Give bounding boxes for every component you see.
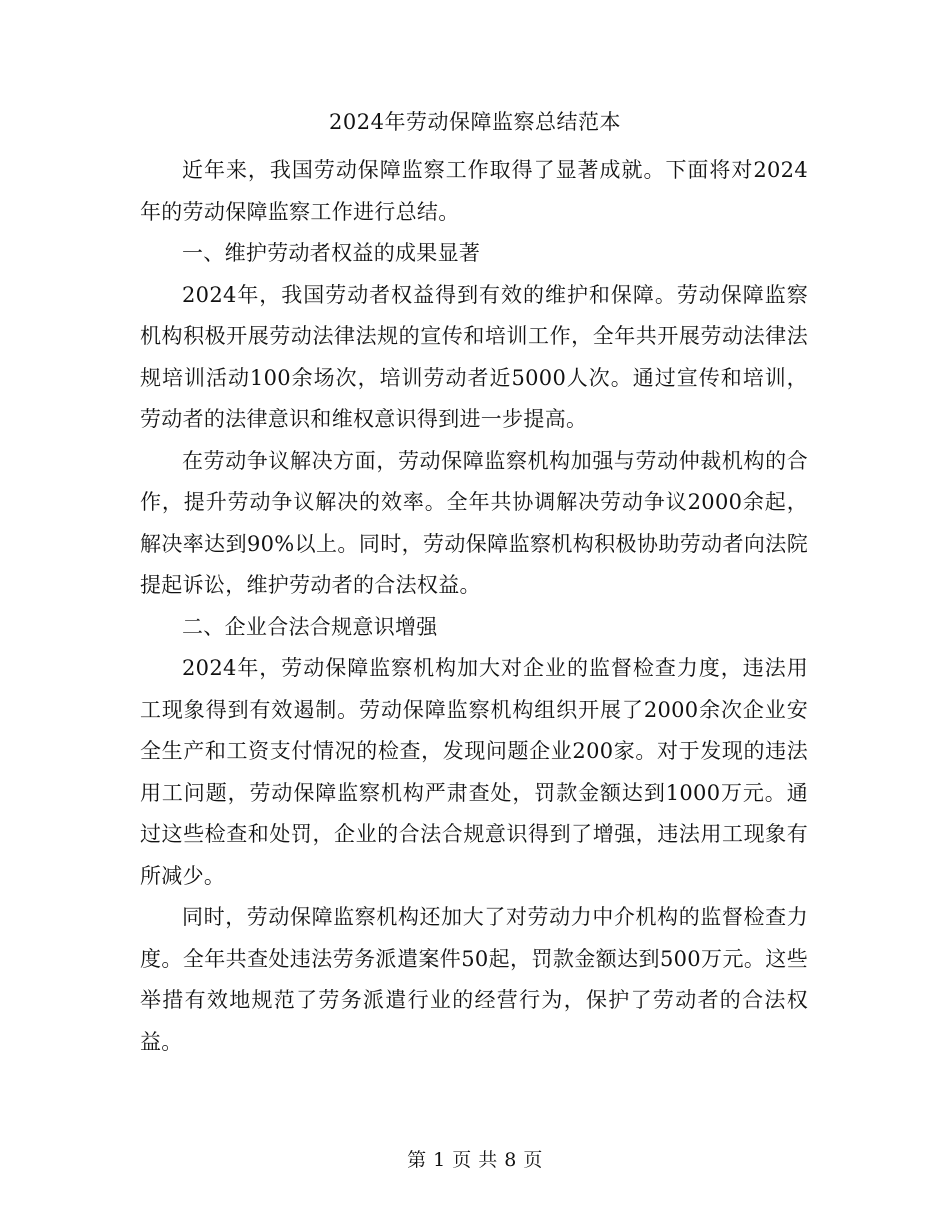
section-heading-1: 一、维护劳动者权益的成果显著	[182, 241, 481, 265]
body-paragraph: 同时，劳动保障监察机构还加大了对劳动力中介机构的监督检查力度。全年共查处违法劳务派遣案件50起，罚款金额达到500万元。这些举措有效地规范了劳务派遣行业的经营行为，保护了劳动者的合法权益。	[140, 905, 808, 1054]
body-paragraph: 2024年，劳动保障监察机构加大对企业的监督检查力度，违法用工现象得到有效遏制。劳动保障监察机构组织开展了2000余次企业安全生产和工资支付情况的检查，发现问题企业200家。对于发现的违法用工问题，劳动保障监察机构严肃查处，罚款金额达到1000万元。通过这些检查和处罚，企业的合法合规意识得到了增强，违法用工现象有所减少。	[140, 656, 808, 888]
page-number-footer: 第 1 页 共 8 页	[407, 1149, 543, 1171]
section-heading-2: 二、企业合法合规意识增强	[182, 614, 438, 639]
document-body	[140, 150, 808, 1063]
body-paragraph: 在劳动争议解决方面，劳动保障监察机构加强与劳动仲裁机构的合作，提升劳动争议解决的效率。全年共协调解决劳动争议2000余起，解决率达到90%以上。同时，劳动保障监察机构积极协助劳动者向法院提起诉讼，维护劳动者的合法权益。	[140, 448, 808, 597]
intro-paragraph: 近年来，我国劳动保障监察工作取得了显著成就。下面将对2024年的劳动保障监察工作进行总结。	[140, 158, 808, 224]
document-title: 2024年劳动保障监察总结范本	[329, 110, 621, 134]
body-paragraph: 2024年，我国劳动者权益得到有效的维护和保障。劳动保障监察机构积极开展劳动法律法规的宣传和培训工作，全年共开展劳动法律法规培训活动100余场次，培训劳动者近5000人次。通过宣传和培训，劳动者的法律意识和维权意识得到进一步提高。	[140, 282, 808, 431]
